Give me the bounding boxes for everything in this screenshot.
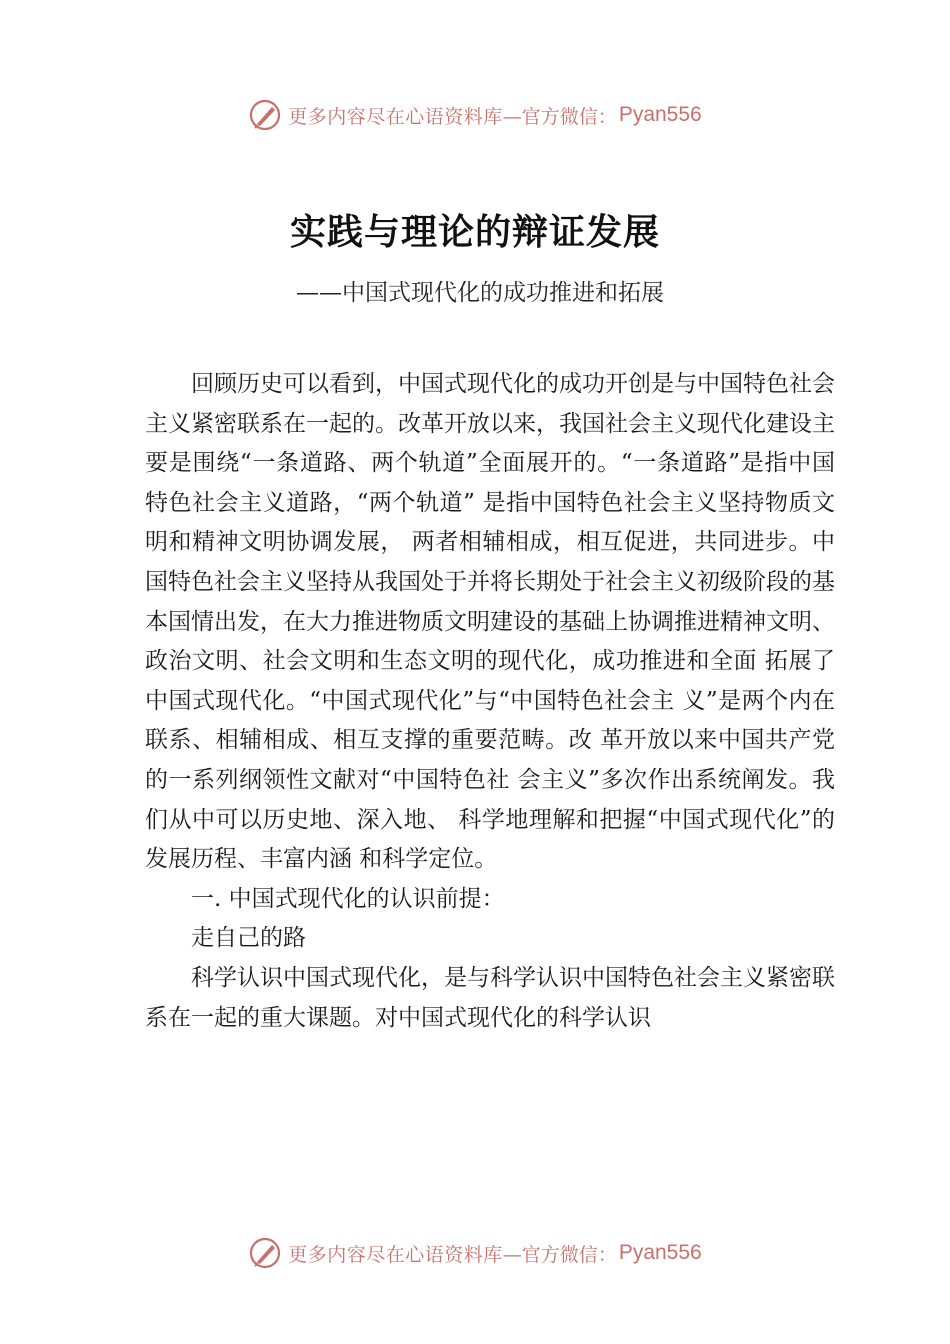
watermark-text: 更多内容尽在心语资料库 [288,1243,503,1266]
article-title: 实践与理论的辩证发展 [289,211,660,253]
watermark-separator: —官方微信： [502,1243,617,1266]
section-heading-continued: 走自己的路 [191,925,306,952]
section-heading: 一. 中国式现代化的认识前提： [191,885,505,912]
article-subtitle: ——中国式现代化的成功推进和拓展 [296,280,664,306]
watermark-wechat-id: Pyan556 [618,103,702,126]
watermark-wechat-id: Pyan556 [618,1241,702,1264]
watermark-footer [0,1233,950,1273]
watermark-separator: —官方微信： [502,105,617,128]
quill-logo-icon [248,98,282,132]
watermark-text: 更多内容尽在心语资料库 [288,105,503,128]
paragraph: 回顾历史可以看到，中国式现代化的成功开创是与中国特色社会主义紧密联系在一起的。改革开放以来，我国社会主义现代化建设主要是围绕“一条道路、两个轨道”全面展开的。“一条道路”是指中国特色社会主义道路，“两个轨道” 是指中国特色社会主义坚持物质文明和精神文明协调发展， 两者相辅相成，相互促进，共同进步。中国特色社会主义坚持从我国处于并将长期处于社会主义初级阶段的基本国情出发，在大力推进物质文明建设的基础上协调推进精神文明、政治文明、社会文明和生态文明的现代化，成功推进和全面 拓展了中国式现代化。“中国式现代化”与“中国特色社会主 义”是两个内在联系、相辅相成、相互支撑的重要范畴。改 革开放以来中国共产党的一系列纲领性文献对“中国特色社 会主义”多次作出系统阐发。我们从中可以历史地、深入地、 科学地理解和把握“中国式现代化”的发展历程、丰富内涵 和科学定位。 [145,371,835,873]
watermark-header [0,95,950,135]
quill-logo-icon [248,1236,282,1270]
article-body [145,365,835,1038]
paragraph: 科学认识中国式现代化，是与科学认识中国特色社会主义紧密联系在一起的重大课题。对中国式现代化的科学认识 [145,964,835,1031]
